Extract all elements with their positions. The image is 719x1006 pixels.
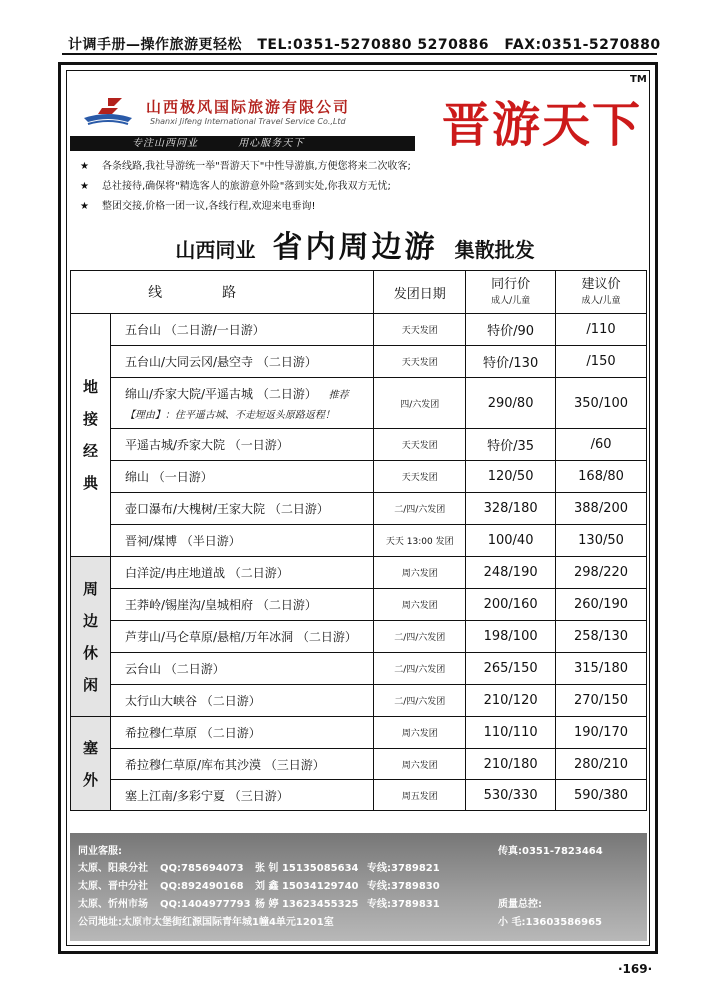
date-cell: 二/四/六发团 — [374, 621, 466, 653]
company-name-en: Shanxi Jifeng International Travel Service Co.,Ltd — [150, 117, 346, 126]
suggest-price-cell: 280/210 — [556, 749, 647, 780]
route-recommend-tag: 推荐 — [328, 390, 349, 401]
table-row — [71, 429, 647, 461]
suggest-price-cell: 260/190 — [556, 589, 647, 621]
date-cell: 周六发团 — [374, 589, 466, 621]
table-row — [71, 493, 647, 525]
peer-price-cell: 265/150 — [466, 653, 556, 685]
date-cell: 二/四/六发团 — [374, 653, 466, 685]
peer-price-cell: 特价/35 — [466, 429, 556, 461]
header-fax: FAX:0351-5270880 — [504, 37, 661, 53]
route-cell: 希拉穆仁草原 （二日游） — [110, 717, 373, 749]
category-nearby-leisure — [71, 557, 111, 717]
header-tel: TEL:0351-5270880 5270886 — [257, 37, 490, 53]
peer-price-cell: 200/160 — [466, 589, 556, 621]
route-cell: 绵山 （一日游） — [110, 461, 373, 493]
peer-price-cell: 248/190 — [466, 557, 556, 589]
banner-part2: 省内周边游 — [272, 230, 438, 265]
slogan-right: 用心服务天下 — [238, 138, 305, 149]
top-header-line — [68, 34, 661, 54]
page-number: ·169· — [618, 962, 653, 976]
route-cell: 壶口瀑布/大槐树/王家大院 （二日游） — [110, 493, 373, 525]
suggest-price-cell: /60 — [556, 429, 647, 461]
date-cell: 周五发团 — [374, 780, 466, 811]
table-row — [71, 621, 647, 653]
footer-branch-row: 太原、晋中分社 QQ:892490168 刘 鑫 15034129740 专线:3789830 — [78, 881, 440, 892]
table-row — [71, 314, 647, 346]
route-cell: 晋祠/煤博 （半日游） — [110, 525, 373, 557]
route-cell: 绵山/乔家大院/平遥古城 （二日游） 推荐 【理由】：住平遥古城、不走短返头原路返程！ — [110, 378, 373, 429]
category-outside-great-wall — [71, 717, 111, 811]
suggest-price-cell: 298/220 — [556, 557, 647, 589]
footer-branch-row: 太原、阳泉分社 QQ:785694073 张 钊 15135085634 专线:3789821 — [78, 863, 440, 874]
table-header-row — [71, 271, 647, 314]
table-row — [71, 653, 647, 685]
route-cell: 白洋淀/冉庄地道战 （二日游） — [110, 557, 373, 589]
table-row — [71, 685, 647, 717]
brand-logotype: 晋游天下 — [442, 97, 643, 153]
peer-price-cell: 198/100 — [466, 621, 556, 653]
suggest-price-cell: 590/380 — [556, 780, 647, 811]
company-slogan-bar — [70, 136, 415, 151]
footer-branch-row: 太原、忻州市场 QQ:1404977793 杨 婷 13623455325 专线:3789831 — [78, 899, 440, 910]
peer-price-cell: 210/120 — [466, 685, 556, 717]
route-cell: 希拉穆仁草原/库布其沙漠 （三日游） — [110, 749, 373, 780]
date-cell: 四/六发团 — [374, 378, 466, 429]
banner-part3: 集散批发 — [454, 238, 535, 262]
date-cell: 天天 13:00 发团 — [374, 525, 466, 557]
peer-price-cell: 120/50 — [466, 461, 556, 493]
category-label: 周 边 休 闲 — [82, 579, 98, 694]
company-logo-icon — [82, 96, 134, 128]
header-suggest-price: 建议价 成人/儿童 — [556, 271, 647, 314]
table-row — [71, 346, 647, 378]
suggest-price-cell: 315/180 — [556, 653, 647, 685]
trademark-mark: TM — [630, 74, 647, 85]
peer-price-cell: 530/330 — [466, 780, 556, 811]
table-row — [71, 780, 647, 811]
suggest-price-cell: /150 — [556, 346, 647, 378]
company-name-cn: 山西极风国际旅游有限公司 — [146, 98, 351, 116]
suggest-price-cell: 350/100 — [556, 378, 647, 429]
peer-price-cell: 290/80 — [466, 378, 556, 429]
suggest-price-cell: 130/50 — [556, 525, 647, 557]
star-icon: ★ — [80, 201, 89, 212]
date-cell: 天天发团 — [374, 429, 466, 461]
route-reason: 【理由】：住平遥古城、不走短返头原路返程！ — [124, 410, 335, 421]
peer-price-cell: 特价/130 — [466, 346, 556, 378]
route-cell: 五台山 （二日游/一日游） — [110, 314, 373, 346]
header-date: 发团日期 — [374, 271, 466, 314]
suggest-price-cell: 270/150 — [556, 685, 647, 717]
route-cell: 平遥古城/乔家大院 （一日游） — [110, 429, 373, 461]
date-cell: 周六发团 — [374, 717, 466, 749]
category-label: 地 接 经 典 — [82, 378, 98, 492]
header-rule — [62, 53, 657, 55]
route-cell: 塞上江南/多彩宁夏 （三日游） — [110, 780, 373, 811]
table-row — [71, 378, 647, 429]
footer-quality-title: 质量总控: — [498, 899, 542, 910]
peer-price-cell: 110/110 — [466, 717, 556, 749]
note-item: ★ 各条线路,我社导游统一举"晋游天下"中性导游旗,方便您将来二次收客; — [80, 161, 411, 172]
header-route: 线路 — [71, 271, 374, 314]
note-item: ★ 总社接待,确保将"精选客人的旅游意外险"落到实处,你我双方无忧; — [80, 181, 391, 192]
suggest-price-cell: 190/170 — [556, 717, 647, 749]
route-cell: 五台山/大同云冈/悬空寺 （二日游） — [110, 346, 373, 378]
table-row — [71, 461, 647, 493]
table-row — [71, 717, 647, 749]
section-banner — [60, 222, 650, 265]
peer-price-cell: 210/180 — [466, 749, 556, 780]
peer-price-cell: 特价/90 — [466, 314, 556, 346]
routes-table — [70, 270, 647, 811]
route-cell: 芦芽山/马仑草原/悬棺/万年冰洞 （二日游） — [110, 621, 373, 653]
category-label: 塞 外 — [82, 738, 98, 789]
footer-address: 公司地址:太原市太堡街红源国际青年城1幢4单元1201室 — [78, 917, 334, 928]
date-cell: 周六发团 — [374, 557, 466, 589]
notes-list — [80, 160, 620, 220]
note-item: ★ 整团交接,价格一团一议,各线行程,欢迎来电垂询! — [80, 201, 316, 212]
footer-quality-person: 小 毛:13603586965 — [498, 917, 603, 928]
peer-price-cell: 328/180 — [466, 493, 556, 525]
table-row — [71, 749, 647, 780]
suggest-price-cell: /110 — [556, 314, 647, 346]
suggest-price-cell: 388/200 — [556, 493, 647, 525]
date-cell: 周六发团 — [374, 749, 466, 780]
date-cell: 二/四/六发团 — [374, 685, 466, 717]
header-slogan: 计调手册—操作旅游更轻松 — [68, 37, 242, 53]
date-cell: 天天发团 — [374, 461, 466, 493]
route-cell: 云台山 （二日游） — [110, 653, 373, 685]
table-row — [71, 525, 647, 557]
date-cell: 天天发团 — [374, 314, 466, 346]
route-cell: 太行山大峡谷 （二日游） — [110, 685, 373, 717]
table-row — [71, 557, 647, 589]
category-local-classic — [71, 314, 111, 557]
date-cell: 天天发团 — [374, 346, 466, 378]
suggest-price-cell: 168/80 — [556, 461, 647, 493]
suggest-price-cell: 258/130 — [556, 621, 647, 653]
slogan-left: 专注山西同业 — [132, 138, 198, 149]
peer-price-cell: 100/40 — [466, 525, 556, 557]
table-row — [71, 589, 647, 621]
footer-service-title: 同业客服: — [78, 846, 122, 857]
header-peer-price: 同行价 成人/儿童 — [466, 271, 556, 314]
star-icon: ★ — [80, 161, 89, 172]
route-cell: 王莽岭/锡崖沟/皇城相府 （二日游） — [110, 589, 373, 621]
contact-footer — [70, 833, 647, 941]
footer-fax: 传真:0351-7823464 — [498, 846, 603, 857]
banner-part1: 山西同业 — [175, 238, 256, 262]
star-icon: ★ — [80, 181, 89, 192]
date-cell: 二/四/六发团 — [374, 493, 466, 525]
